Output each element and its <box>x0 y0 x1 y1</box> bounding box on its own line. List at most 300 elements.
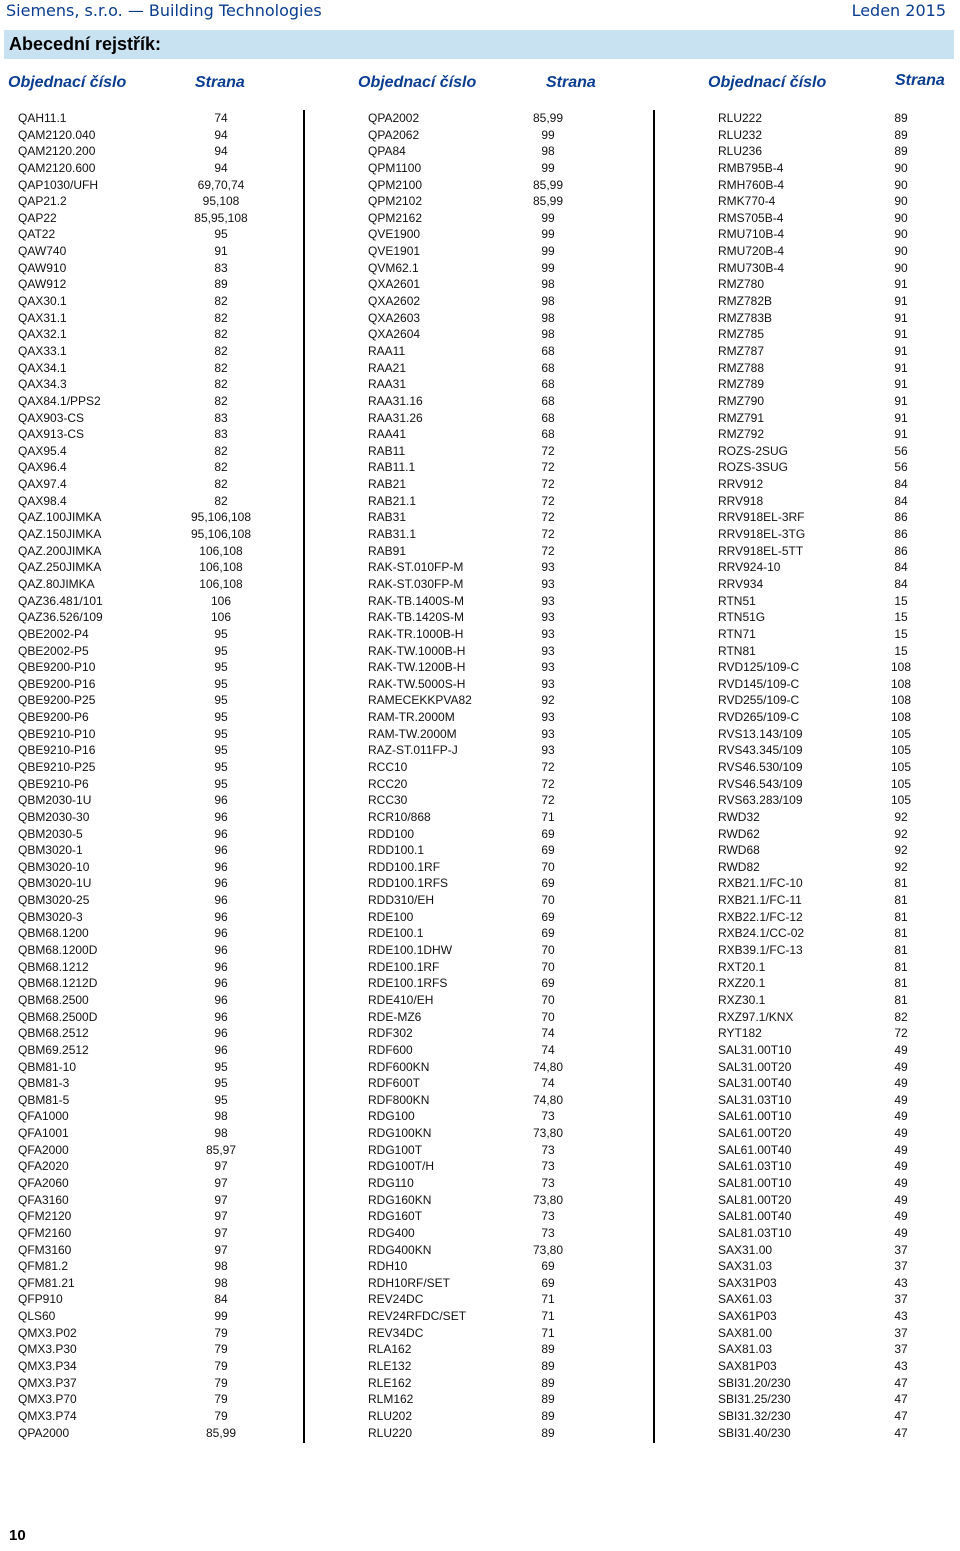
index-row <box>718 842 948 859</box>
index-row <box>368 1142 648 1159</box>
index-row <box>368 1175 648 1192</box>
order-number: QBM68.2500D <box>18 1009 98 1024</box>
index-row <box>718 110 948 127</box>
order-number: QXA2603 <box>368 310 421 325</box>
page-reference: 71 <box>541 809 555 824</box>
page-reference: 97 <box>214 1176 228 1190</box>
order-number: SAX81.03 <box>718 1342 773 1357</box>
order-number: QAX913-CS <box>18 427 85 442</box>
order-number: RTN51G <box>718 610 766 625</box>
order-number: QBM68.2500 <box>18 992 89 1007</box>
index-row <box>18 376 298 393</box>
page-reference: 37 <box>894 1325 908 1340</box>
column-divider <box>303 110 305 1443</box>
index-row <box>718 1158 948 1175</box>
index-row <box>718 410 948 427</box>
index-row <box>18 343 298 360</box>
page-reference: 95 <box>214 676 228 691</box>
index-row <box>718 859 948 876</box>
page-reference: 49 <box>894 1092 908 1107</box>
page-reference: 73 <box>541 1142 555 1157</box>
page-reference: 73 <box>541 1159 555 1174</box>
order-number: RAB11 <box>368 443 406 458</box>
page-reference: 89 <box>541 1408 555 1423</box>
page-reference: 82 <box>214 327 228 342</box>
index-row <box>718 243 948 260</box>
order-number: QLS60 <box>18 1309 56 1324</box>
column-divider <box>653 110 655 1443</box>
page-reference: 95 <box>214 227 228 242</box>
order-number: QFA1001 <box>18 1126 69 1141</box>
page-reference: 90 <box>894 177 908 192</box>
order-number: RAK-TB.1420S-M <box>368 610 465 625</box>
page-reference: 106,108 <box>199 543 243 558</box>
index-row <box>18 526 298 543</box>
order-number: QBM68.1200 <box>18 926 89 941</box>
index-row <box>718 742 948 759</box>
page-reference: 47 <box>894 1425 908 1440</box>
page-reference: 49 <box>894 1209 908 1224</box>
order-number: QBE2002-P5 <box>18 643 89 658</box>
order-number: RLE162 <box>368 1375 412 1390</box>
page-reference: 99 <box>541 227 555 242</box>
index-row <box>18 1142 298 1159</box>
index-row <box>18 659 298 676</box>
page-reference: 95,106,108 <box>190 527 252 542</box>
index-row <box>18 559 298 576</box>
page-reference: 99 <box>541 127 555 142</box>
index-row <box>718 1009 948 1026</box>
index-row <box>18 593 298 610</box>
index-row <box>368 293 648 310</box>
index-row <box>18 410 298 427</box>
order-number: SBI31.40/230 <box>718 1425 791 1440</box>
page-reference: 74,80 <box>532 1092 564 1107</box>
order-number: QBM68.2512 <box>18 1026 89 1041</box>
page-reference: 99 <box>541 210 555 225</box>
page-reference: 49 <box>894 1176 908 1190</box>
index-row <box>718 626 948 643</box>
index-row <box>718 226 948 243</box>
order-number: RRV934 <box>718 576 764 591</box>
index-row <box>18 1009 298 1026</box>
order-number: QBM81-3 <box>18 1076 70 1091</box>
index-row <box>718 260 948 277</box>
index-row <box>718 1358 948 1375</box>
order-number: QBM3020-1U <box>18 876 92 891</box>
page-reference: 72 <box>541 776 555 791</box>
page-reference: 72 <box>894 1026 908 1041</box>
index-row <box>718 992 948 1009</box>
order-number: RLU222 <box>718 111 763 125</box>
order-number: RDH10 <box>368 1259 408 1274</box>
page-reference: 70 <box>541 959 555 974</box>
index-row <box>718 1325 948 1342</box>
order-number: SAL31.00T20 <box>718 1059 792 1074</box>
page-reference: 92 <box>894 843 908 858</box>
order-number: QVE1901 <box>368 244 421 259</box>
index-row <box>18 276 298 293</box>
index-row <box>368 1242 648 1259</box>
index-row <box>368 1059 648 1076</box>
page-reference: 98 <box>541 277 555 292</box>
order-number: RCC30 <box>368 793 408 808</box>
index-row <box>368 243 648 260</box>
index-row <box>718 826 948 843</box>
index-row <box>368 609 648 626</box>
order-number: SAL31.03T10 <box>718 1092 792 1107</box>
order-number: RDG160KN <box>368 1192 432 1207</box>
order-number: RMB795B-4 <box>718 160 784 175</box>
page-reference: 82 <box>214 477 228 492</box>
index-row <box>718 143 948 160</box>
page-reference: 97 <box>214 1192 228 1207</box>
order-number: QAP1030/UFH <box>18 177 99 192</box>
page-reference: 95,106,108 <box>190 510 252 525</box>
order-number: RDG110 <box>368 1176 414 1190</box>
page-reference: 37 <box>894 1342 908 1357</box>
page-reference: 84 <box>214 1292 228 1307</box>
page-reference: 69 <box>541 1259 555 1274</box>
order-number: RLU236 <box>718 144 763 159</box>
index-row <box>18 676 298 693</box>
index-row <box>18 892 298 909</box>
page-reference: 89 <box>541 1392 555 1407</box>
page-reference: 96 <box>214 976 228 991</box>
index-row <box>18 576 298 593</box>
page-reference: 91 <box>214 244 228 259</box>
index-row <box>718 925 948 942</box>
index-row <box>368 1192 648 1209</box>
index-row <box>368 1358 648 1375</box>
index-row <box>368 709 648 726</box>
index-row <box>368 576 648 593</box>
order-number: RAA31.26 <box>368 410 423 425</box>
index-row <box>368 343 648 360</box>
page-reference: 70 <box>541 859 555 874</box>
page-reference: 82 <box>214 460 228 475</box>
index-row <box>18 127 298 144</box>
index-row <box>368 776 648 793</box>
order-number: QAX34.1 <box>18 360 67 375</box>
order-number: RLU220 <box>368 1425 413 1440</box>
index-row <box>18 1042 298 1059</box>
page-reference: 49 <box>894 1059 908 1074</box>
order-number: QAX31.1 <box>18 310 67 325</box>
index-row <box>368 1158 648 1175</box>
order-number: QAX97.4 <box>18 477 67 492</box>
page-reference: 73 <box>541 1109 555 1124</box>
page-reference: 92 <box>894 809 908 824</box>
column-header-page-3: Strana <box>895 72 945 89</box>
page-reference: 91 <box>894 360 908 375</box>
index-row <box>718 792 948 809</box>
page-reference: 91 <box>894 277 908 292</box>
page-reference: 85,97 <box>205 1142 237 1157</box>
page-reference: 72 <box>541 443 555 458</box>
index-row <box>18 1242 298 1259</box>
order-number: RDG100KN <box>368 1126 432 1141</box>
order-number: QBE9200-P25 <box>18 693 96 708</box>
order-number: RVS13.143/109 <box>718 726 803 741</box>
order-number: RDE100.1RFS <box>368 976 448 991</box>
order-number: QAX903-CS <box>18 410 85 425</box>
page-reference: 81 <box>894 959 908 974</box>
page-reference: 69 <box>541 926 555 941</box>
order-number: SAL81.00T40 <box>718 1209 792 1224</box>
order-number: RAB11.1 <box>368 460 416 475</box>
order-number: RMU730B-4 <box>718 260 785 275</box>
order-number: RTN81 <box>718 643 756 658</box>
order-number: QAX33.1 <box>18 343 67 358</box>
page-reference: 91 <box>894 410 908 425</box>
page-reference: 108 <box>890 710 912 725</box>
column-header-code-3: Objednací číslo <box>708 74 827 91</box>
page-reference: 97 <box>214 1159 228 1174</box>
order-number: QXA2604 <box>368 327 421 342</box>
page-reference: 79 <box>214 1325 228 1340</box>
index-row <box>718 193 948 210</box>
order-number: QFP910 <box>18 1292 63 1307</box>
order-number: QFA1000 <box>18 1109 69 1124</box>
order-number: SAX31.00 <box>718 1242 773 1257</box>
index-row <box>368 1375 648 1392</box>
index-row <box>718 376 948 393</box>
index-row <box>368 942 648 959</box>
page-reference: 69 <box>541 1275 555 1290</box>
order-number: QAX95.4 <box>18 443 67 458</box>
page-reference: 79 <box>214 1392 228 1407</box>
index-row <box>368 742 648 759</box>
page-reference: 79 <box>214 1342 228 1357</box>
order-number: RDE410/EH <box>368 992 434 1007</box>
column-header-page-1: Strana <box>195 74 245 91</box>
page-reference: 106,108 <box>199 576 243 591</box>
page-reference: 70 <box>541 1009 555 1024</box>
index-row <box>718 426 948 443</box>
page-reference: 68 <box>541 393 555 408</box>
order-number: QAZ36.526/109 <box>18 610 103 625</box>
order-number: RDG100 <box>368 1109 415 1124</box>
order-number: SAL61.03T10 <box>718 1159 792 1174</box>
order-number: RVD145/109-C <box>718 676 800 691</box>
index-row <box>718 1075 948 1092</box>
page-reference: 79 <box>214 1408 228 1423</box>
index-row <box>718 1025 948 1042</box>
index-row <box>368 143 648 160</box>
page-reference: 91 <box>894 393 908 408</box>
section-title: Abecední rejstřík: <box>9 34 162 54</box>
order-number: QFM2160 <box>18 1225 72 1240</box>
index-row <box>18 1375 298 1392</box>
order-number: QAZ36.481/101 <box>18 593 103 608</box>
order-number: SAL81.03T10 <box>718 1225 792 1240</box>
order-number: RCR10/868 <box>368 809 431 824</box>
page-reference: 92 <box>894 859 908 874</box>
order-number: QAZ.200JIMKA <box>18 543 102 558</box>
page-reference: 91 <box>894 294 908 309</box>
page-reference: 95 <box>214 743 228 758</box>
index-row <box>368 360 648 377</box>
index-row <box>718 1092 948 1109</box>
page-reference: 96 <box>214 893 228 908</box>
order-number: RDF600 <box>368 1042 413 1057</box>
page-reference: 105 <box>890 726 912 741</box>
index-row <box>718 326 948 343</box>
page-reference: 81 <box>894 926 908 941</box>
index-row <box>18 776 298 793</box>
page-reference: 81 <box>894 893 908 908</box>
index-row <box>368 626 648 643</box>
order-number: ROZS-3SUG <box>718 460 789 475</box>
order-number: REV34DC <box>368 1325 424 1340</box>
page-reference: 93 <box>541 560 555 575</box>
order-number: QFM2120 <box>18 1209 72 1224</box>
index-row <box>18 260 298 277</box>
index-row <box>18 826 298 843</box>
index-row <box>718 393 948 410</box>
index-row <box>718 975 948 992</box>
page-reference: 96 <box>214 909 228 924</box>
index-row <box>718 293 948 310</box>
index-row <box>368 443 648 460</box>
index-row <box>718 177 948 194</box>
index-row <box>368 426 648 443</box>
order-number: RXZ30.1 <box>718 992 766 1007</box>
order-number: RAA31 <box>368 377 407 392</box>
page-reference: 49 <box>894 1159 908 1174</box>
index-row <box>18 177 298 194</box>
index-row <box>18 1225 298 1242</box>
order-number: QAM2120.200 <box>18 144 96 159</box>
page-reference: 70 <box>541 893 555 908</box>
index-row <box>368 110 648 127</box>
order-number: QMX3.P37 <box>18 1375 77 1390</box>
order-number: RAK-TW.1000B-H <box>368 643 466 658</box>
index-row <box>368 559 648 576</box>
index-row <box>718 1258 948 1275</box>
order-number: QXA2602 <box>368 294 421 309</box>
order-number: QBE2002-P4 <box>18 626 89 641</box>
page-reference: 95 <box>214 1076 228 1091</box>
order-number: QBM68.1212 <box>18 959 89 974</box>
page-reference: 91 <box>894 427 908 442</box>
order-number: RMZ792 <box>718 427 765 442</box>
index-row <box>718 1242 948 1259</box>
page-reference: 94 <box>214 144 228 159</box>
page-reference: 106,108 <box>199 560 243 575</box>
page-reference: 105 <box>890 776 912 791</box>
order-number: RXB21.1/FC-10 <box>718 876 803 891</box>
index-row <box>18 1175 298 1192</box>
order-number: QPA84 <box>368 144 406 159</box>
order-number: RDG100T <box>368 1142 423 1157</box>
page-reference: 89 <box>214 277 228 292</box>
index-row <box>368 476 648 493</box>
index-row <box>368 310 648 327</box>
order-number: RMZ782B <box>718 294 773 309</box>
page-reference: 93 <box>541 626 555 641</box>
page-reference: 69 <box>541 843 555 858</box>
page-reference: 74 <box>214 111 228 125</box>
page-reference: 95 <box>214 1059 228 1074</box>
order-number: RXZ97.1/KNX <box>718 1009 794 1024</box>
page-reference: 90 <box>894 160 908 175</box>
page-reference: 70 <box>541 943 555 958</box>
index-row <box>368 959 648 976</box>
order-number: QAW740 <box>18 244 67 259</box>
page-reference: 72 <box>541 543 555 558</box>
order-number: RAA31.16 <box>368 393 423 408</box>
page-reference: 83 <box>214 260 228 275</box>
order-number: RAB31.1 <box>368 527 417 542</box>
index-row <box>368 1258 648 1275</box>
page-reference: 69 <box>541 909 555 924</box>
page-reference: 81 <box>894 943 908 958</box>
index-row <box>18 792 298 809</box>
order-number: RLU232 <box>718 127 763 142</box>
order-number: QAP21.2 <box>18 194 67 209</box>
index-row <box>368 842 648 859</box>
index-row <box>18 360 298 377</box>
order-number: SAL81.00T10 <box>718 1176 792 1190</box>
index-row <box>718 576 948 593</box>
index-row <box>368 1208 648 1225</box>
document-date: Leden 2015 <box>851 1 946 20</box>
page-reference: 82 <box>894 1009 908 1024</box>
page-reference: 98 <box>214 1126 228 1141</box>
order-number: QAX30.1 <box>18 294 67 309</box>
order-number: QPA2062 <box>368 127 420 142</box>
page-reference: 98 <box>541 310 555 325</box>
order-number: QAP22 <box>18 210 57 225</box>
index-row <box>368 1308 648 1325</box>
page-reference: 95 <box>214 660 228 675</box>
order-number: RAB31 <box>368 510 407 525</box>
page-reference: 49 <box>894 1192 908 1207</box>
order-number: SAX81.00 <box>718 1325 773 1340</box>
page-reference: 108 <box>890 693 912 708</box>
index-row <box>18 859 298 876</box>
index-row <box>368 809 648 826</box>
page-reference: 73 <box>541 1225 555 1240</box>
page-reference: 96 <box>214 843 228 858</box>
page-reference: 73 <box>541 1176 555 1190</box>
order-number: RDD310/EH <box>368 893 435 908</box>
page-reference: 79 <box>214 1375 228 1390</box>
index-row <box>368 1275 648 1292</box>
index-row <box>18 193 298 210</box>
order-number: QBE9210-P6 <box>18 776 89 791</box>
page-reference: 85,95,108 <box>194 210 248 225</box>
page-reference: 96 <box>214 1009 228 1024</box>
order-number: RWD62 <box>718 826 760 841</box>
order-number: QBE9210-P16 <box>18 743 96 758</box>
index-row <box>18 143 298 160</box>
page-reference: 97 <box>214 1242 228 1257</box>
order-number: RRV912 <box>718 477 764 492</box>
index-row <box>18 692 298 709</box>
page-reference: 56 <box>894 443 908 458</box>
index-row <box>718 360 948 377</box>
index-row <box>718 909 948 926</box>
page-reference: 37 <box>894 1242 908 1257</box>
index-row <box>18 1192 298 1209</box>
page-reference: 90 <box>894 194 908 209</box>
page-reference: 82 <box>214 443 228 458</box>
order-number: RDF302 <box>368 1026 413 1041</box>
order-number: QFA2020 <box>18 1159 69 1174</box>
